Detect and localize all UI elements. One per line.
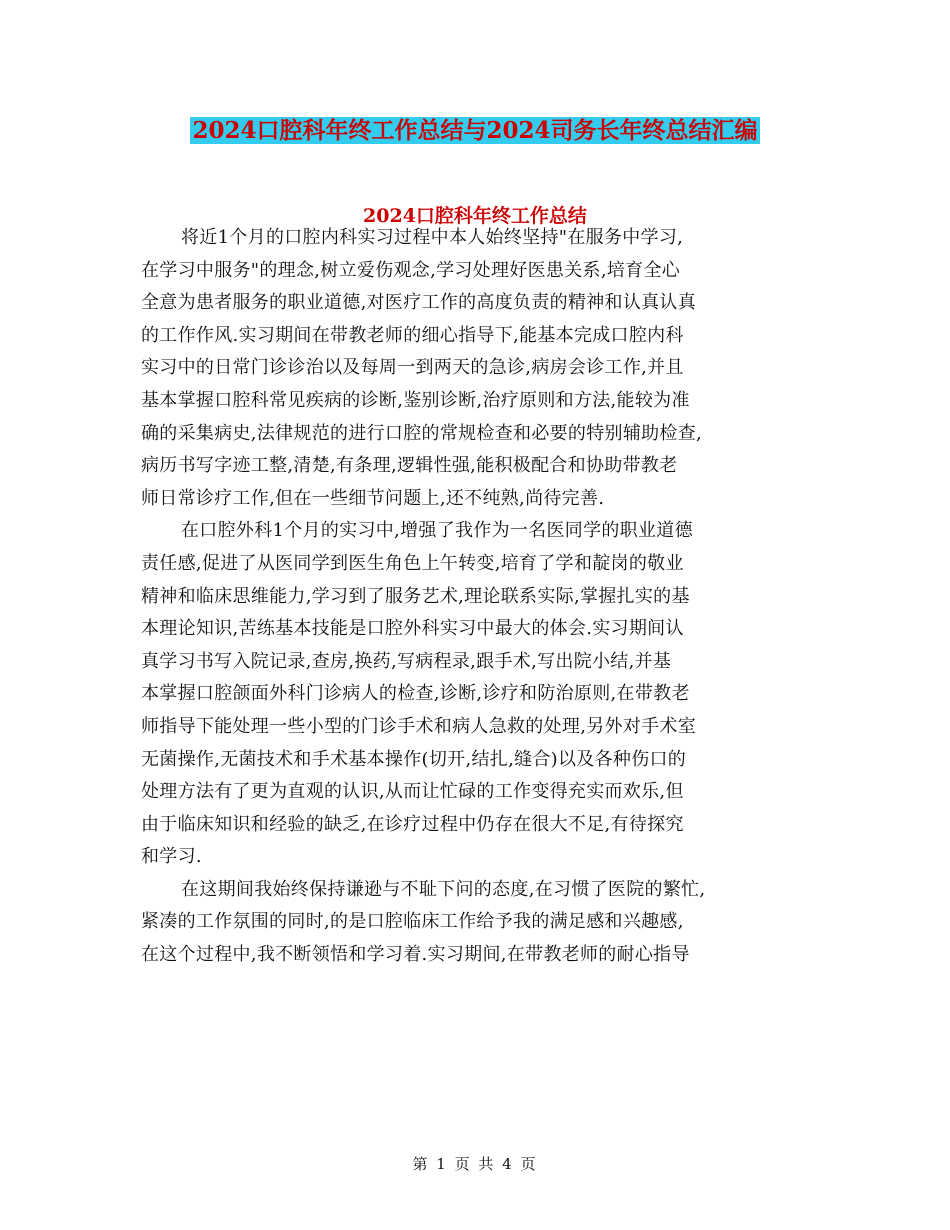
text-line: 在口腔外科1个月的实习中,增强了我作为一名医同学的职业道德: [181, 520, 693, 542]
text-line: 师指导下能处理一些小型的门诊手术和病人急救的处理,另外对手术室: [141, 715, 697, 737]
text-line: 的工作作风.实习期间在带教老师的细心指导下,能基本完成口腔内科: [141, 324, 684, 346]
text-line: 精神和临床思维能力,学习到了服务艺术,理论联系实际,掌握扎实的基: [141, 585, 690, 607]
text-line: 真学习书写入院记录,查房,换药,写病程录,跟手术,写出院小结,并基: [141, 650, 672, 672]
document-title: [0, 113, 950, 149]
text-line: 实习中的日常门诊诊治以及每周一到两天的急诊,病房会诊工作,并且: [141, 357, 684, 379]
text-line: 和学习.: [141, 846, 202, 868]
text-line: 师日常诊疗工作,但在一些细节问题上,还不纯熟,尚待完善.: [141, 487, 605, 509]
paragraph-2: [141, 515, 811, 874]
text-line: 确的采集病史,法律规范的进行口腔的常规检查和必要的特别辅助检查,: [141, 422, 703, 444]
text-line: 病历书写字迹工整,清楚,有条理,逻辑性强,能积极配合和协助带教老: [141, 455, 678, 477]
document-body: [141, 222, 811, 972]
text-line: 基本掌握口腔科常见疾病的诊断,鉴别诊断,治疗原则和方法,能较为准: [141, 389, 690, 411]
text-line: 在这个过程中,我不断领悟和学习着.实习期间,在带教老师的耐心指导: [141, 944, 690, 966]
text-line: 无菌操作,无菌技术和手术基本操作(切开,结扎,缝合)以及各种伤口的: [141, 748, 687, 770]
document-title-text: 2024口腔科年终工作总结与2024司务长年终总结汇编: [192, 117, 758, 144]
text-line: 处理方法有了更为直观的认识,从而让忙碌的工作变得充实而欢乐,但: [141, 781, 684, 803]
text-line: 全意为患者服务的职业道德,对医疗工作的高度负责的精神和认真认真: [141, 292, 697, 314]
text-line: 本理论知识,苦练基本技能是口腔外科实习中最大的体会.实习期间认: [141, 618, 684, 640]
text-line: 责任感,促进了从医同学到医生角色上午转变,培育了学和靛岗的敬业: [141, 552, 684, 574]
text-line: 在这期间我始终保持谦逊与不耻下问的态度,在习惯了医院的繁忙,: [181, 878, 706, 900]
text-line: 在学习中服务"的理念,树立爱伤观念,学习处理好医患关系,培育全心: [141, 259, 681, 281]
paragraph-1: [141, 222, 811, 515]
text-line: 由于临床知识和经验的缺乏,在诊疗过程中仍存在很大不足,有待探究: [141, 813, 684, 835]
section-title: 2024口腔科年终工作总结: [363, 205, 587, 227]
text-line: 本掌握口腔颌面外科门诊病人的检查,诊断,诊疗和防治原则,在带教老: [141, 683, 690, 705]
text-line: 将近1个月的口腔内科实习过程中本人始终坚持"在服务中学习,: [181, 227, 684, 248]
paragraph-3: [141, 874, 811, 972]
text-line: 紧凑的工作氛围的同时,的是口腔临床工作给予我的满足感和兴趣感,: [141, 911, 684, 933]
page-footer: 第 1 页 共 4 页: [412, 1155, 538, 1173]
